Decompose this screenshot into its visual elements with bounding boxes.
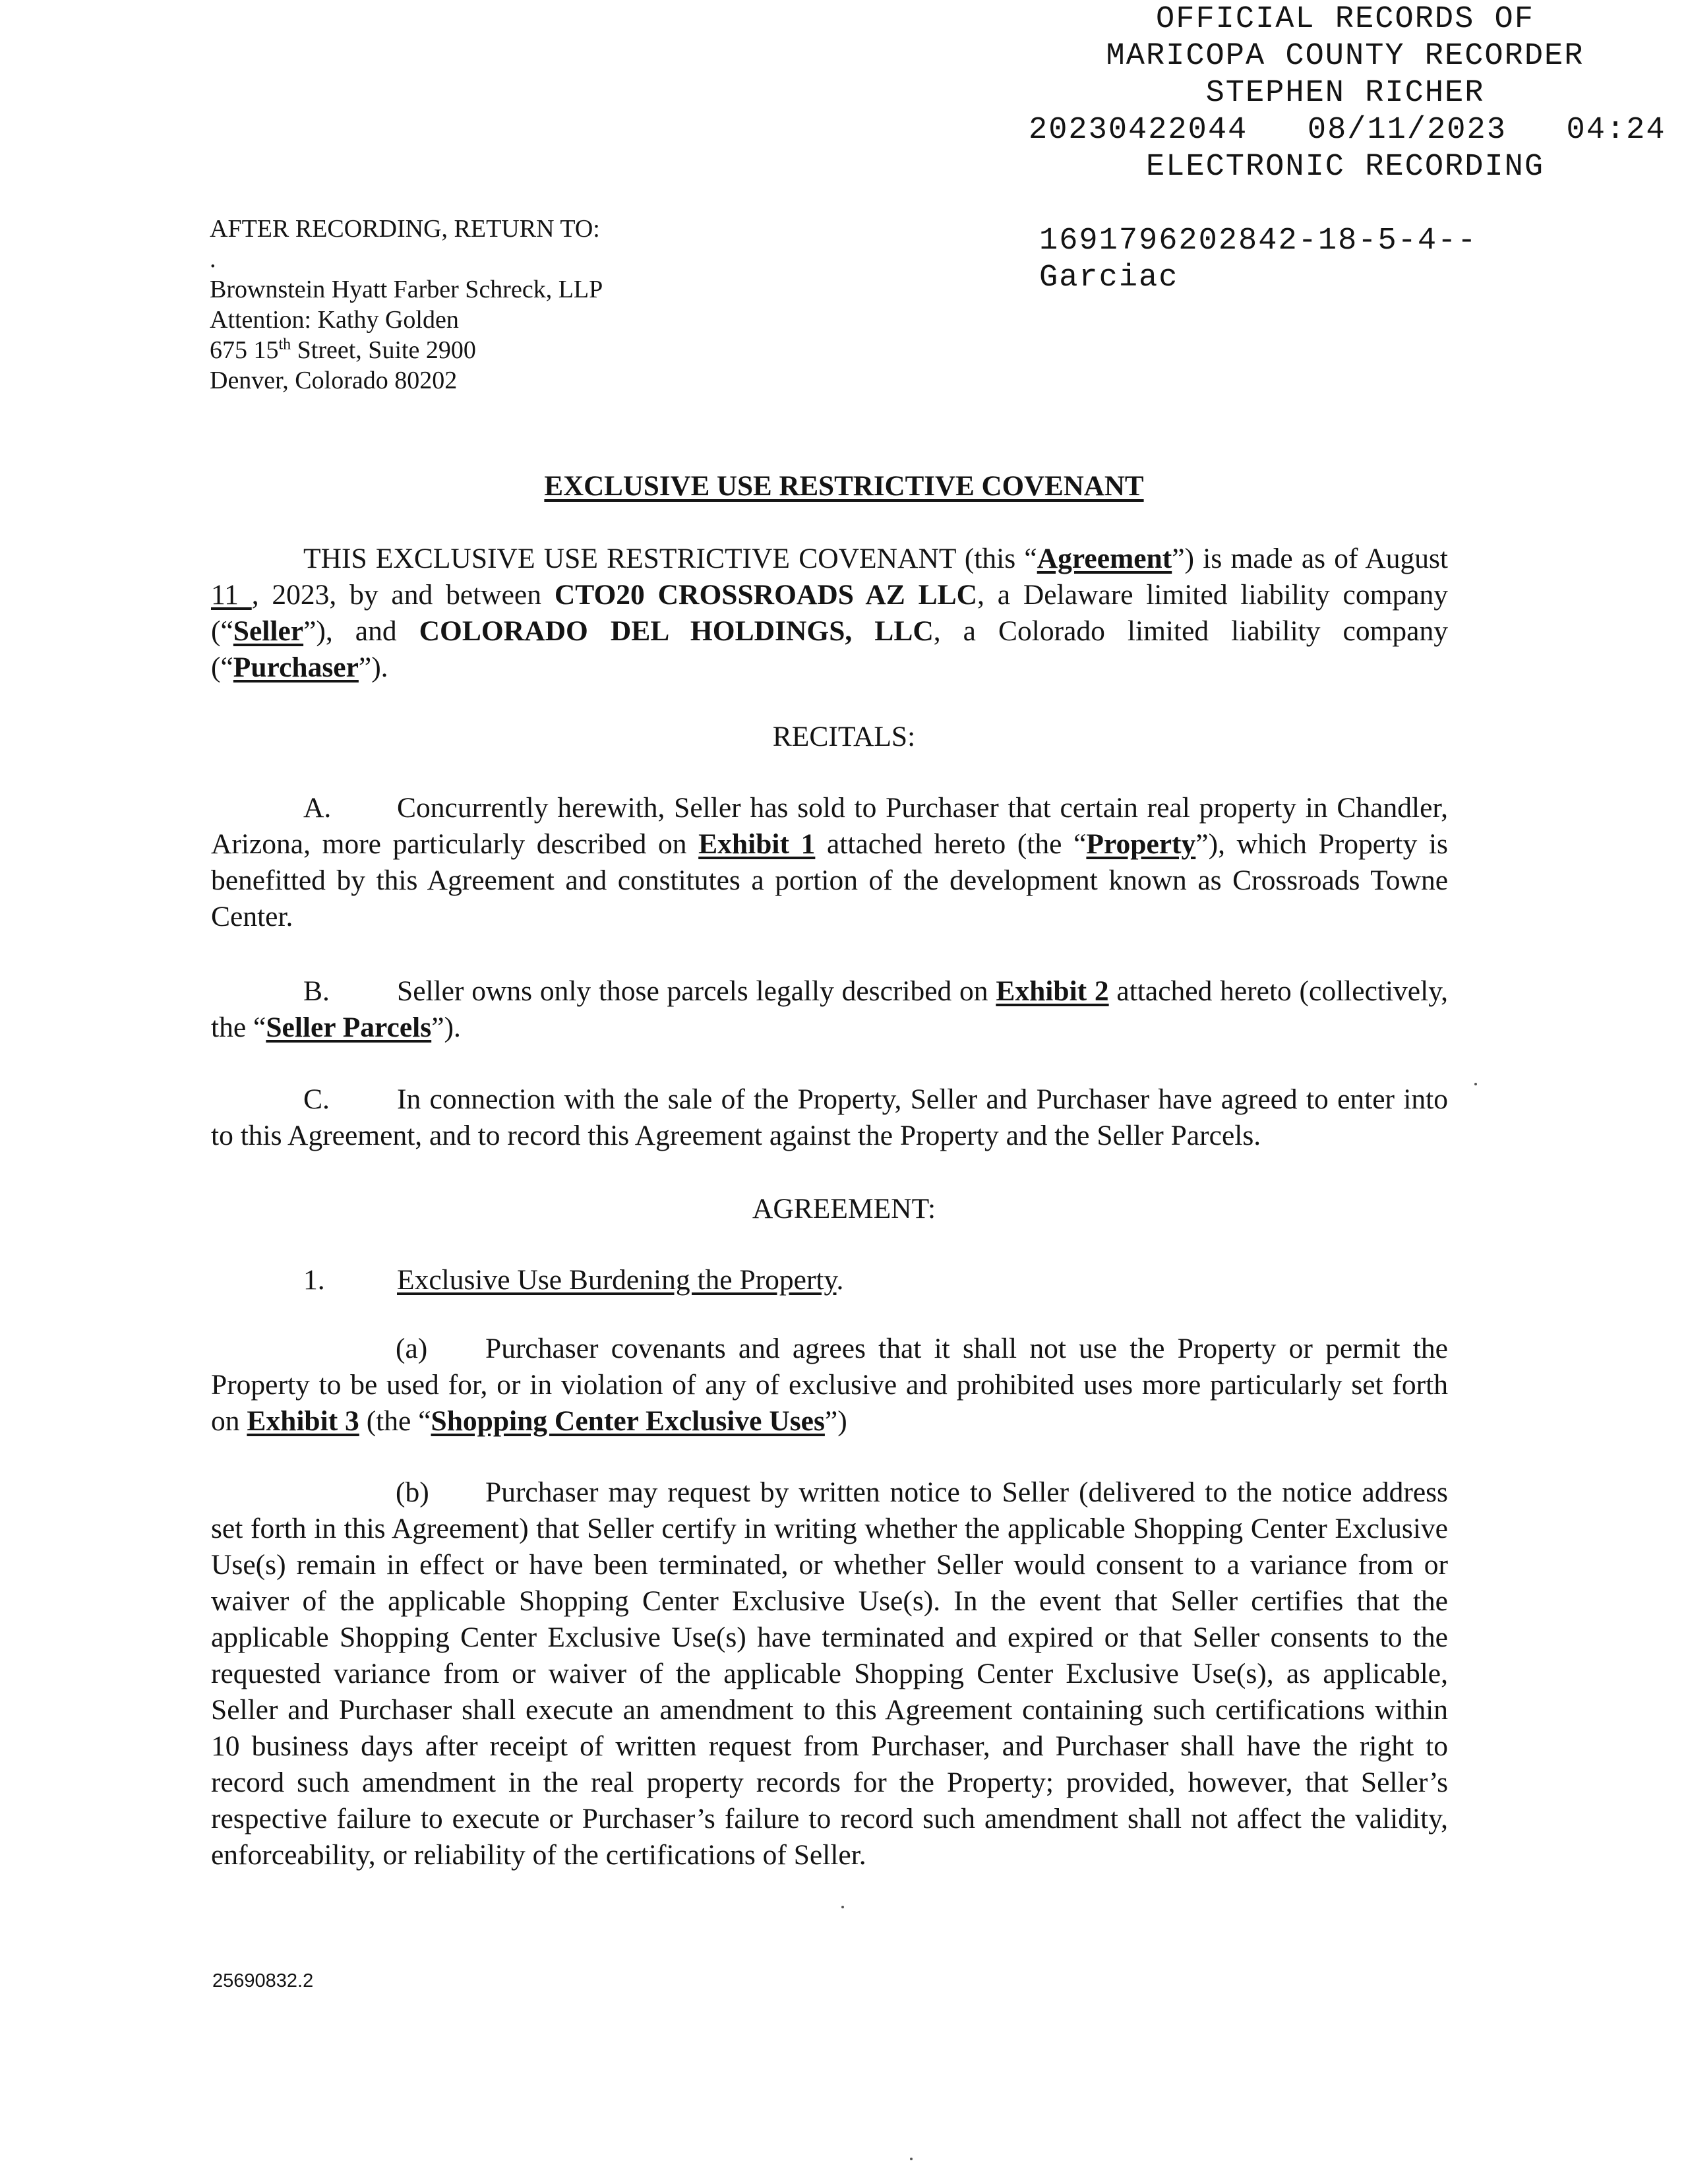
- stamp-line-county-recorder: MARICOPA COUNTY RECORDER: [1106, 39, 1584, 74]
- paragraph-b-text: Purchaser may request by written notice to Seller (delivered to the notice address set forth in this Agreement) that Seller certify in writing whether the applicable Shopping Center Exclusive Use(s) remain in effect or have been terminated, or whether Seller would consent to a variance from or waiver of the applicable Shopping Center Exclusive Use(s). In the event that Seller certifies that the applicable Shopping Center Exclusive Use(s) have terminated and expired or that Seller consents to the requested variance from or waiver of the applicable Shopping Center Exclusive Use(s), as applicable, Seller and Purchaser shall execute an amendment to this Agreement containing such certifications within 10 business days after receipt of written request from Purchaser, and Purchaser shall have the right to record such amendment in the real property records for the Property; provided, however, that Seller’s respective failure to execute or Purchaser’s failure to record such amendment shall not affect the validity, enforceability, or reliability of the certifications of Seller.: [211, 1476, 1448, 1871]
- intro-text-4: , a Delaware limited liability company (“: [211, 579, 1448, 647]
- recital-a-text-3: ”), which Property is benefitted by this Agreement and constitutes a portion of the development known as Crossroads Towne Center.: [211, 828, 1448, 932]
- scan-speck: [1474, 1083, 1477, 1085]
- paragraph-b: [211, 1474, 1448, 1873]
- paragraph-a-text-1: Purchaser covenants and agrees that it shall not use the Property or permit the Property to be used for, or in violation of any of exclusive and prohibited uses more particularly set forth on: [211, 1333, 1448, 1437]
- scan-speck: [841, 1906, 844, 1908]
- return-to-block: [210, 214, 603, 396]
- recital-a-text-2: attached hereto (the “: [815, 828, 1087, 860]
- return-to-firm: Brownstein Hyatt Farber Schreck, LLP: [210, 276, 603, 303]
- scan-speck: [910, 2158, 913, 2160]
- intro-text-1: THIS EXCLUSIVE USE RESTRICTIVE COVENANT (this “: [303, 543, 1037, 574]
- defined-term-agreement: Agreement: [1037, 543, 1172, 574]
- recitals-heading: RECITALS:: [772, 721, 916, 752]
- stamp-line-recorder-name: STEPHEN RICHER: [1205, 76, 1485, 111]
- recording-id: [1039, 223, 1478, 297]
- section-1-number: 1.: [303, 1264, 325, 1296]
- intro-text-2: ”) is made as of August: [1172, 543, 1448, 574]
- intro-text-3: , 2023, by and between: [251, 579, 555, 611]
- section-1-title: Exclusive Use Burdening the Property: [397, 1264, 837, 1296]
- intro-text-5: ”), and: [303, 615, 419, 647]
- recital-b: [211, 973, 1448, 1046]
- paragraph-a-text-2: (the “: [359, 1405, 431, 1437]
- intro-text-6: , a Colorado limited liability company (“: [211, 615, 1448, 683]
- recital-a-label: A.: [303, 792, 332, 824]
- return-to-heading: AFTER RECORDING, RETURN TO:: [210, 215, 600, 243]
- recital-b-text-3: ”).: [431, 1012, 461, 1043]
- stamp-line-record-number-date: 20230422044 08/11/2023 04:24: [1029, 113, 1666, 148]
- document-title: EXCLUSIVE USE RESTRICTIVE COVENANT: [544, 471, 1144, 502]
- section-1-period: .: [836, 1264, 844, 1296]
- agreement-day: 11: [211, 579, 252, 611]
- return-to-street: [210, 335, 603, 365]
- defined-term-shopping-center-exclusive-uses: Shopping Center Exclusive Uses: [431, 1405, 825, 1437]
- recording-id-number: 1691796202842-18-5-4--: [1039, 224, 1478, 258]
- street-ordinal-suffix: th: [278, 336, 291, 353]
- return-to-city: Denver, Colorado 80202: [210, 367, 458, 394]
- document-code: 25690832.2: [212, 1970, 314, 1991]
- paragraph-a-text-3: ”): [824, 1405, 847, 1437]
- paragraph-a: [211, 1331, 1448, 1440]
- agreement-heading: AGREEMENT:: [752, 1193, 936, 1225]
- seller-name: CTO20 CROSSROADS AZ LLC: [554, 579, 978, 611]
- recital-a: [211, 790, 1448, 935]
- defined-term-seller-parcels: Seller Parcels: [266, 1012, 432, 1043]
- recital-b-text-2: attached hereto (collectively, the “: [211, 975, 1448, 1043]
- return-to-dot: .: [210, 245, 216, 273]
- recital-c-label: C.: [303, 1083, 330, 1115]
- street-rest: Street, Suite 2900: [291, 336, 476, 364]
- exhibit-1-reference: Exhibit 1: [698, 828, 816, 860]
- paragraph-a-label: (a): [396, 1333, 428, 1364]
- intro-paragraph: [211, 541, 1448, 686]
- stamp-line-electronic-recording: ELECTRONIC RECORDING: [1145, 150, 1545, 185]
- purchaser-name: COLORADO DEL HOLDINGS, LLC: [419, 615, 934, 647]
- recording-clerk: Garciac: [1039, 260, 1179, 295]
- exhibit-3-reference: Exhibit 3: [247, 1405, 359, 1437]
- exhibit-2-reference: Exhibit 2: [996, 975, 1109, 1007]
- recital-c: [211, 1081, 1448, 1154]
- recorder-stamp: [1029, 1, 1666, 186]
- recital-b-label: B.: [303, 975, 330, 1007]
- section-1-heading: [211, 1262, 1448, 1298]
- street-number: 675 15: [210, 336, 279, 364]
- defined-term-seller: Seller: [233, 615, 304, 647]
- defined-term-property: Property: [1086, 828, 1196, 860]
- paragraph-b-label: (b): [396, 1476, 429, 1508]
- recital-b-text-1: Seller owns only those parcels legally described on: [397, 975, 996, 1007]
- intro-text-7: ”).: [358, 652, 388, 683]
- recital-c-text: In connection with the sale of the Property, Seller and Purchaser have agreed to enter into to this Agreement, and to record this Agreement against the Property and the Seller Parcels.: [211, 1083, 1448, 1151]
- recital-a-text-1: Concurrently herewith, Seller has sold to Purchaser that certain real property in Chandler, Arizona, more particularly described on: [211, 792, 1448, 860]
- defined-term-purchaser: Purchaser: [233, 652, 359, 683]
- stamp-line-official-records: OFFICIAL RECORDS OF: [1156, 2, 1534, 37]
- return-to-attention: Attention: Kathy Golden: [210, 306, 459, 334]
